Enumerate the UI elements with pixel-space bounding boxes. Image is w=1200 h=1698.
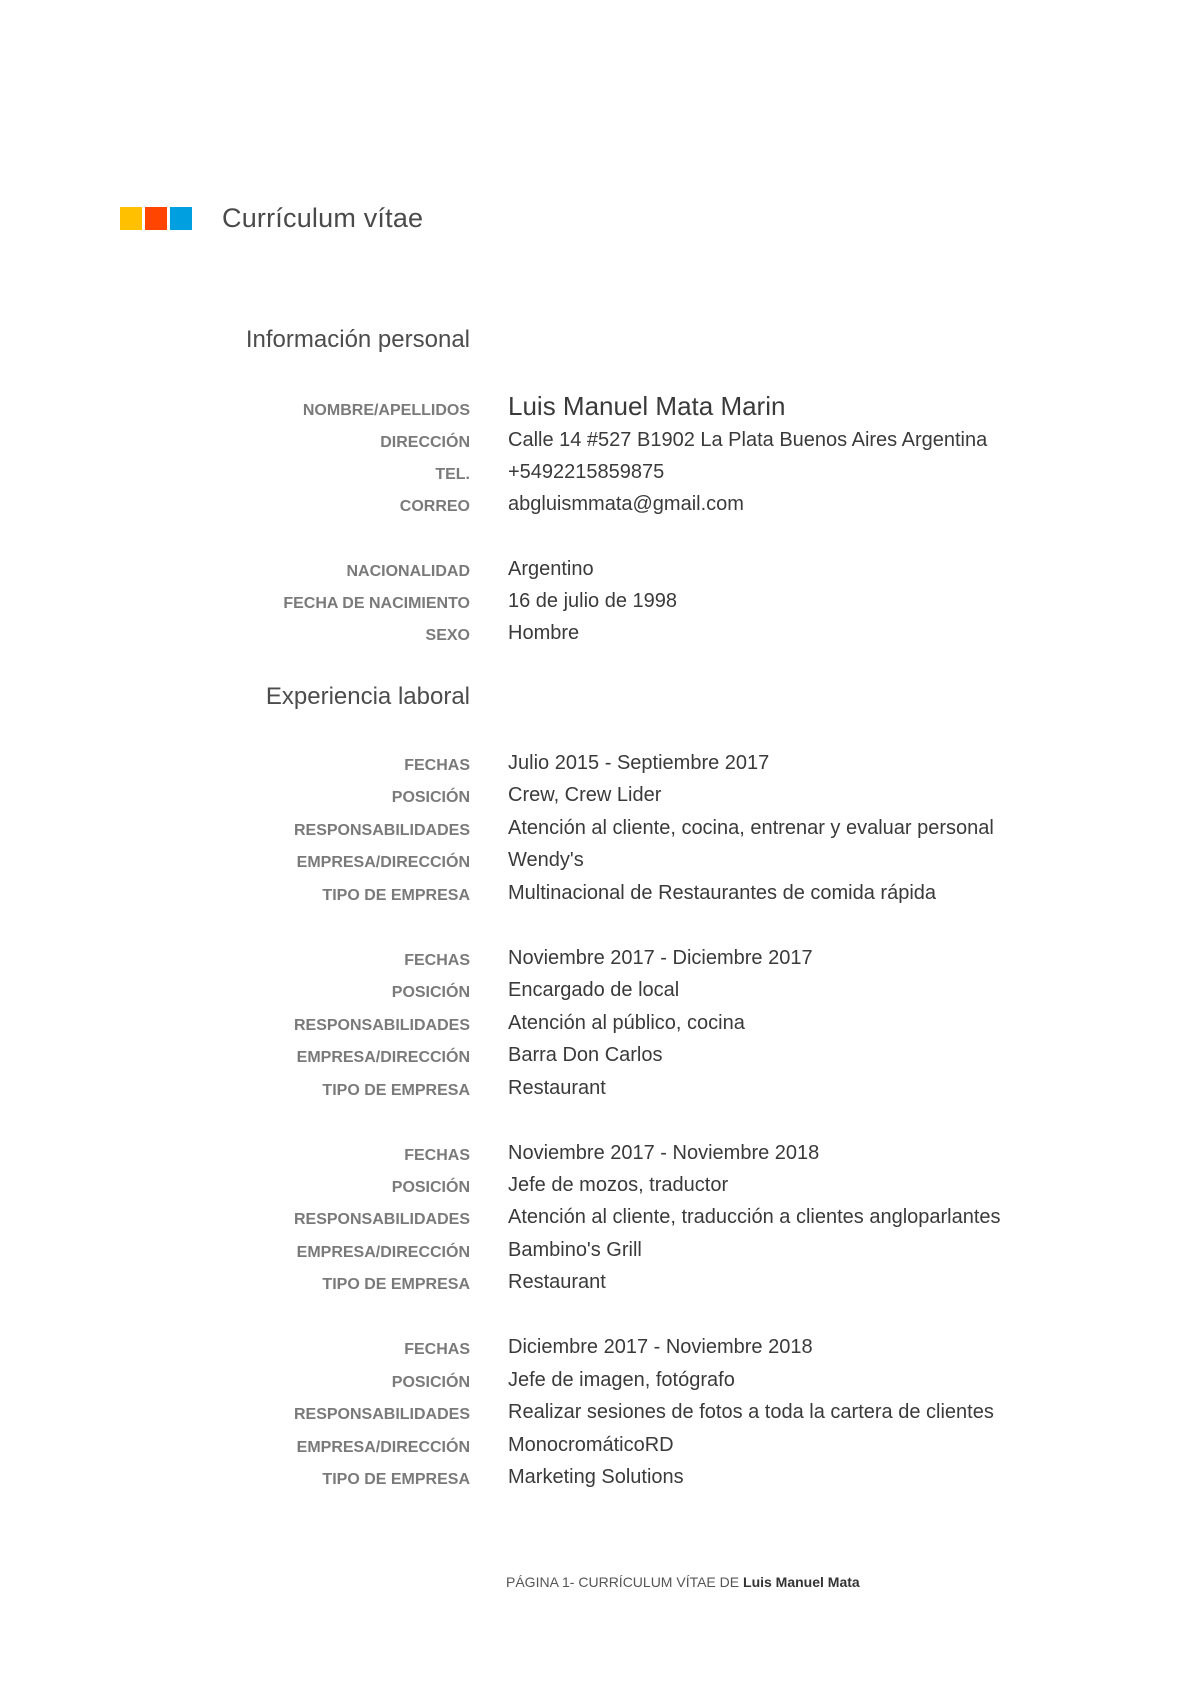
field-value: MonocromáticoRD xyxy=(508,1434,674,1456)
field-label: EMPRESA/DIRECCIÓN xyxy=(296,1439,470,1456)
field-label: DIRECCIÓN xyxy=(380,434,470,451)
logo-square-red xyxy=(145,207,167,230)
field-label: FECHAS xyxy=(404,1341,470,1358)
field-label: FECHA DE NACIMIENTO xyxy=(283,595,470,612)
field-label: EMPRESA/DIRECCIÓN xyxy=(296,1244,470,1261)
job-4-dates-row xyxy=(0,1333,1200,1363)
field-label: FECHAS xyxy=(404,952,470,969)
job-4-position-row xyxy=(0,1366,1200,1396)
job-4-company-row xyxy=(0,1431,1200,1461)
field-value: Jefe de imagen, fotógrafo xyxy=(508,1369,735,1391)
field-value: Realizar sesiones de fotos a toda la cartera de clientes xyxy=(508,1401,994,1423)
field-label: NACIONALIDAD xyxy=(346,563,470,580)
field-value: Crew, Crew Lider xyxy=(508,784,662,806)
field-label: NOMBRE/APELLIDOS xyxy=(302,402,470,419)
field-label: RESPONSABILIDADES xyxy=(293,1211,470,1228)
field-value: Jefe de mozos, traductor xyxy=(508,1174,729,1196)
job-1-dates-row xyxy=(0,749,1200,779)
field-label: TIPO DE EMPRESA xyxy=(322,1276,470,1293)
email-value: abgluismmata@gmail.com xyxy=(508,493,744,515)
field-value: Diciembre 2017 - Noviembre 2018 xyxy=(508,1336,813,1358)
field-label: TEL. xyxy=(435,466,470,483)
footer-name: Luis Manuel Mata xyxy=(743,1574,860,1590)
field-value: Julio 2015 - Septiembre 2017 xyxy=(508,752,770,774)
field-row-phone xyxy=(0,458,1200,488)
job-2-position-row xyxy=(0,976,1200,1006)
field-value: Marketing Solutions xyxy=(508,1466,684,1488)
field-label: CORREO xyxy=(399,498,470,515)
field-row-nationality xyxy=(0,555,1200,585)
document-title: Currículum vítae xyxy=(222,203,424,233)
job-3-dates-row xyxy=(0,1139,1200,1169)
field-value: Atención al cliente, traducción a clientes angloparlantes xyxy=(508,1206,1001,1228)
address-value: Calle 14 #527 B1902 La Plata Buenos Aires Argentina xyxy=(508,429,988,451)
field-row-sex xyxy=(0,619,1200,649)
job-1-position-row xyxy=(0,781,1200,811)
field-label: FECHAS xyxy=(404,757,470,774)
field-value: Atención al público, cocina xyxy=(508,1012,745,1034)
field-label: FECHAS xyxy=(404,1147,470,1164)
field-row-birthdate xyxy=(0,587,1200,617)
field-label: RESPONSABILIDADES xyxy=(293,822,470,839)
job-3-position-row xyxy=(0,1171,1200,1201)
field-label: EMPRESA/DIRECCIÓN xyxy=(296,1049,470,1066)
field-value: Barra Don Carlos xyxy=(508,1044,663,1066)
field-value: Wendy's xyxy=(508,849,584,871)
sex-value: Hombre xyxy=(508,622,580,644)
field-value: Atención al cliente, cocina, entrenar y evaluar personal xyxy=(508,817,994,839)
job-2-responsibilities-row xyxy=(0,1009,1200,1039)
job-4-responsibilities-row xyxy=(0,1398,1200,1428)
field-value: Noviembre 2017 - Noviembre 2018 xyxy=(508,1142,820,1164)
field-label: TIPO DE EMPRESA xyxy=(322,1471,470,1488)
field-label: POSICIÓN xyxy=(391,789,470,806)
field-label: RESPONSABILIDADES xyxy=(293,1406,470,1423)
job-3-company-type-row xyxy=(0,1268,1200,1298)
page-footer xyxy=(506,1574,860,1590)
footer-prefix: PÁGINA 1- CURRÍCULUM VÍTAE DE xyxy=(506,1574,744,1590)
full-name: Luis Manuel Mata Marin xyxy=(508,391,786,421)
field-row-email xyxy=(0,490,1200,520)
job-3-company-row xyxy=(0,1236,1200,1266)
field-label: EMPRESA/DIRECCIÓN xyxy=(296,854,470,871)
field-label: TIPO DE EMPRESA xyxy=(322,887,470,904)
field-value: Restaurant xyxy=(508,1271,606,1293)
job-4-company-type-row xyxy=(0,1463,1200,1493)
job-2-company-type-row xyxy=(0,1074,1200,1104)
field-label: POSICIÓN xyxy=(391,984,470,1001)
field-label: RESPONSABILIDADES xyxy=(293,1017,470,1034)
section-heading-personal: Información personal xyxy=(245,326,470,353)
field-value: Restaurant xyxy=(508,1077,606,1099)
logo-square-blue xyxy=(170,207,192,230)
job-3-responsibilities-row xyxy=(0,1203,1200,1233)
job-2-company-row xyxy=(0,1041,1200,1071)
field-row-name xyxy=(0,391,1200,424)
section-heading-experience: Experiencia laboral xyxy=(265,683,470,710)
field-label: TIPO DE EMPRESA xyxy=(322,1082,470,1099)
field-value: Encargado de local xyxy=(508,979,680,1001)
three-color-squares-icon xyxy=(120,207,195,230)
phone-value: +5492215859875 xyxy=(508,461,665,483)
field-row-address xyxy=(0,426,1200,456)
logo-square-yellow xyxy=(120,207,142,230)
nationality-value: Argentino xyxy=(508,558,594,580)
field-label: POSICIÓN xyxy=(391,1179,470,1196)
field-value: Multinacional de Restaurantes de comida rápida xyxy=(508,882,937,904)
field-label: SEXO xyxy=(425,627,470,644)
birthdate-value: 16 de julio de 1998 xyxy=(508,590,678,612)
job-1-company-type-row xyxy=(0,879,1200,909)
field-value: Bambino's Grill xyxy=(508,1239,642,1261)
field-label: POSICIÓN xyxy=(391,1374,470,1391)
job-1-company-row xyxy=(0,846,1200,876)
job-1-responsibilities-row xyxy=(0,814,1200,844)
field-value: Noviembre 2017 - Diciembre 2017 xyxy=(508,947,813,969)
job-2-dates-row xyxy=(0,944,1200,974)
